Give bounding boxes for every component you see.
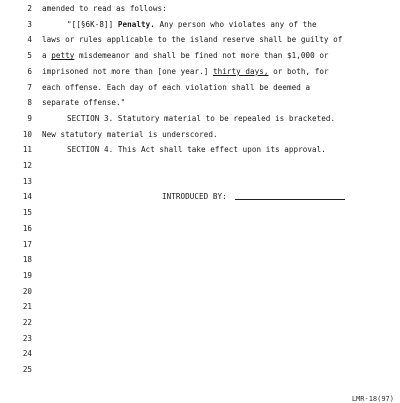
line-number: 13 <box>22 176 32 186</box>
underscored-text: thirty days, <box>213 66 269 76</box>
document-line <box>0 189 400 204</box>
line-text <box>42 64 329 79</box>
text-run: "[[§6K-8]] <box>67 19 118 29</box>
text-run: New statutory material is underscored. <box>42 129 218 139</box>
line-number: 16 <box>22 223 32 233</box>
line-text <box>42 32 342 47</box>
document-line <box>0 111 400 126</box>
line-number: 25 <box>22 365 32 375</box>
line-number: 8 <box>27 98 32 108</box>
document-line <box>0 205 400 220</box>
document-line <box>0 315 400 330</box>
line-text <box>42 142 326 157</box>
text-run: SECTION 4. This Act shall take effect upon its approval. <box>67 145 326 155</box>
document-line <box>0 158 400 173</box>
document-line <box>0 299 400 314</box>
text-run: laws or rules applicable to the island reserve shall be guilty of <box>42 35 343 45</box>
line-number: 14 <box>22 192 32 202</box>
signature-line <box>235 198 345 200</box>
text-run: imprisoned not more than [one year.] <box>42 66 214 76</box>
document-line <box>0 80 400 95</box>
line-number: 17 <box>22 239 32 249</box>
document-line <box>0 237 400 252</box>
text-run: Any person who violates any of the <box>154 19 317 29</box>
line-number: 2 <box>27 4 32 13</box>
text-run: SECTION 3. Statutory material to be repealed is bracketed. <box>67 113 336 123</box>
line-text <box>42 127 218 142</box>
form-code: LMR-18(97) <box>351 395 394 403</box>
line-number: 21 <box>22 302 32 312</box>
document-line <box>0 142 400 157</box>
text-run: each offense. Each day of each violation shall be deemed a <box>42 82 311 92</box>
text-run: separate offense." <box>42 98 126 108</box>
text-run: INTRODUCED BY: <box>162 192 227 202</box>
line-number: 19 <box>22 270 32 280</box>
document-line <box>0 346 400 361</box>
text-run: or both, for <box>268 66 329 76</box>
document-line <box>0 48 400 63</box>
line-number: 22 <box>22 318 32 327</box>
document-line <box>0 284 400 299</box>
document-line <box>0 17 400 32</box>
line-number: 3 <box>27 19 32 29</box>
line-number: 23 <box>22 333 32 343</box>
line-text <box>42 80 310 95</box>
document-line <box>0 1 400 16</box>
line-number: 5 <box>27 51 32 61</box>
document-line <box>0 362 400 377</box>
text-run: misdemeanor and shall be fined not more than $1,000 or <box>74 51 329 61</box>
line-number: 9 <box>27 113 32 123</box>
line-text <box>42 48 329 63</box>
line-text <box>42 17 317 32</box>
line-text <box>42 1 167 16</box>
document-line <box>0 95 400 110</box>
text-run: a <box>42 51 52 61</box>
document-line <box>0 127 400 142</box>
document-line <box>0 64 400 79</box>
line-number: 10 <box>22 129 32 139</box>
document-line <box>0 174 400 189</box>
bold-heading: Penalty. <box>117 19 155 29</box>
line-number: 12 <box>22 161 32 170</box>
underscored-text: petty <box>51 51 75 61</box>
line-number: 18 <box>22 255 32 265</box>
text-run: amended to read as follows: <box>42 4 167 13</box>
line-text <box>162 189 345 204</box>
line-number: 11 <box>22 145 32 155</box>
document-line <box>0 32 400 47</box>
line-number: 4 <box>27 35 32 45</box>
document-line <box>0 268 400 283</box>
line-text <box>42 95 125 110</box>
document-line <box>0 331 400 346</box>
line-number: 6 <box>27 66 32 76</box>
document-line <box>0 252 400 267</box>
line-text <box>42 111 335 126</box>
line-number: 20 <box>22 286 32 296</box>
document-line <box>0 221 400 236</box>
line-number: 7 <box>27 82 32 92</box>
line-number: 24 <box>22 349 32 359</box>
line-number: 15 <box>22 208 32 218</box>
